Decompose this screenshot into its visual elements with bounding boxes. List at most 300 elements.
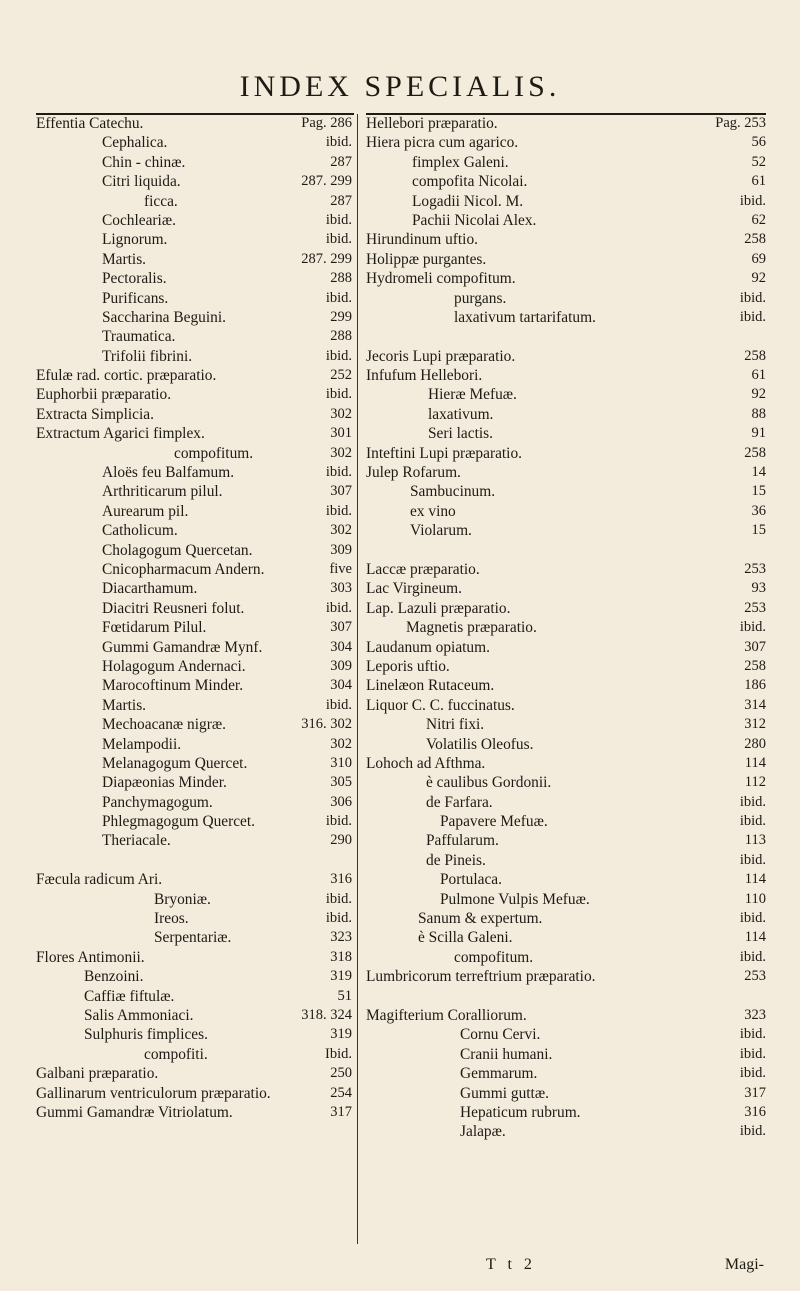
entry-label: Euphorbii præparatio. <box>36 386 172 404</box>
entry-page-ref: 299 <box>330 308 352 325</box>
entry-label: compofitum. <box>174 444 254 462</box>
entry-page-ref: 253 <box>744 560 766 577</box>
entry-label: Sanum & expertum. <box>418 910 543 928</box>
entry-label: Hirundinum uftio. <box>366 231 479 249</box>
entry-label: Leporis uftio. <box>366 657 450 675</box>
entry-page-ref: 323 <box>744 1006 766 1023</box>
entry-label: Marocoftinum Minder. <box>102 677 244 695</box>
index-entry <box>366 172 766 191</box>
entry-label: Sulphuris fimplices. <box>84 1026 208 1044</box>
entry-label: Liquor C. C. fuccinatus. <box>366 696 515 714</box>
entry-page-ref: ibid. <box>739 793 766 810</box>
index-entry <box>36 676 352 695</box>
entry-label: Seri lactis. <box>428 425 493 443</box>
entry-page-ref: 301 <box>330 425 352 442</box>
entry-page-ref: 114 <box>744 871 766 888</box>
index-entry <box>366 1122 766 1141</box>
entry-label: ficca. <box>144 192 178 210</box>
index-entry <box>36 909 352 928</box>
entry-page-ref: 51 <box>337 987 352 1004</box>
entry-page-ref: ibid. <box>325 696 352 713</box>
entry-page-ref: 306 <box>330 793 352 810</box>
entry-label: Violarum. <box>410 522 472 540</box>
entry-page-ref: 258 <box>744 347 766 364</box>
entry-page-ref: five <box>329 560 352 577</box>
entry-page-ref: ibid. <box>739 1045 766 1062</box>
entry-label: Cochleariæ. <box>102 211 176 229</box>
index-entry <box>366 1045 766 1064</box>
entry-label: Julep Rofarum. <box>366 464 461 482</box>
entry-page-ref: 319 <box>330 1026 352 1043</box>
entry-label: Gummi guttæ. <box>460 1084 549 1102</box>
entry-page-ref: 304 <box>330 677 352 694</box>
index-entry <box>36 424 352 443</box>
entry-label: Arthriticarum pilul. <box>102 483 223 501</box>
entry-page-ref: ibid. <box>739 813 766 830</box>
entry-label: Efulæ rad. cortic. præparatio. <box>36 367 217 385</box>
index-column-right <box>366 114 766 1142</box>
index-entry <box>366 114 766 133</box>
entry-label: Ireos. <box>154 910 189 928</box>
index-entry <box>366 909 766 928</box>
entry-page-ref: 319 <box>330 968 352 985</box>
index-entry <box>36 948 352 967</box>
entry-label: Hydromeli compofitum. <box>366 270 516 288</box>
column-divider <box>357 114 358 1244</box>
entry-page-ref: 310 <box>330 754 352 771</box>
index-entry <box>36 657 352 676</box>
entry-label: Cnicopharmacum Andern. <box>102 560 265 578</box>
index-entry <box>36 172 352 191</box>
index-entry <box>36 890 352 909</box>
entry-page-ref: 316 <box>744 1103 766 1120</box>
index-entry <box>36 211 352 230</box>
entry-label: Gallinarum ventriculorum præparatio. <box>36 1084 271 1102</box>
entry-label: compofita Nicolai. <box>412 173 528 191</box>
index-entry <box>36 696 352 715</box>
index-entry <box>36 1084 352 1103</box>
entry-label: Martis. <box>102 250 147 268</box>
entry-page-ref: Pag. 253 <box>715 115 766 131</box>
section-gap <box>366 541 766 560</box>
index-entry <box>366 463 766 482</box>
entry-label: Flores Antimonii. <box>36 948 145 966</box>
entry-label: Catholicum. <box>102 522 178 540</box>
entry-label: Magnetis præparatio. <box>406 619 537 637</box>
entry-page-ref: 253 <box>744 599 766 616</box>
index-entry <box>366 521 766 540</box>
entry-label: Aloës feu Balfamum. <box>102 464 235 482</box>
index-entry <box>36 793 352 812</box>
entry-page-ref: 14 <box>751 464 766 481</box>
entry-page-ref: 110 <box>744 890 766 907</box>
index-entry <box>36 230 352 249</box>
entry-label: Extractum Agarici fimplex. <box>36 425 205 443</box>
index-entry <box>366 851 766 870</box>
index-entry <box>36 385 352 404</box>
index-entry <box>36 521 352 540</box>
entry-page-ref: 317 <box>330 1103 352 1120</box>
index-entry <box>36 327 352 346</box>
index-entry <box>36 1045 352 1064</box>
index-entry <box>36 735 352 754</box>
entry-page-ref: 56 <box>751 134 766 151</box>
entry-label: Cornu Cervi. <box>460 1026 541 1044</box>
entry-label: Laccæ præparatio. <box>366 560 480 578</box>
entry-label: Hepaticum rubrum. <box>460 1103 581 1121</box>
index-entry <box>366 230 766 249</box>
entry-label: Hellebori præparatio. <box>366 115 498 132</box>
signature-mark: T t 2 <box>486 1256 536 1273</box>
index-entry <box>366 793 766 812</box>
index-entry <box>36 463 352 482</box>
entry-page-ref: ibid. <box>739 289 766 306</box>
index-entry <box>36 812 352 831</box>
entry-page-ref: ibid. <box>325 231 352 248</box>
entry-label: Sambucinum. <box>410 483 496 501</box>
index-entry <box>366 289 766 308</box>
index-entry <box>366 676 766 695</box>
index-entry <box>366 812 766 831</box>
entry-page-ref: ibid. <box>325 910 352 927</box>
entry-page-ref: ibid. <box>739 948 766 965</box>
entry-page-ref: 258 <box>744 657 766 674</box>
index-entry <box>36 579 352 598</box>
entry-page-ref: 303 <box>330 580 352 597</box>
index-entry <box>366 366 766 385</box>
index-entry <box>366 444 766 463</box>
index-entry <box>36 347 352 366</box>
entry-label: Diacarthamum. <box>102 580 198 598</box>
entry-label: Pulmone Vulpis Mefuæ. <box>440 890 590 908</box>
entry-page-ref: 92 <box>751 386 766 403</box>
entry-label: purgans. <box>454 289 507 307</box>
entry-page-ref: 287 <box>330 192 352 209</box>
entry-page-ref: 112 <box>744 774 766 791</box>
entry-page-ref: ibid. <box>325 134 352 151</box>
index-entry <box>366 347 766 366</box>
entry-label: Martis. <box>102 696 147 714</box>
index-entry <box>366 831 766 850</box>
entry-page-ref: 258 <box>744 231 766 248</box>
index-entry <box>366 1084 766 1103</box>
index-entry <box>36 754 352 773</box>
section-gap <box>36 851 352 870</box>
index-entry <box>36 618 352 637</box>
index-entry <box>366 579 766 598</box>
entry-page-ref: 114 <box>744 754 766 771</box>
entry-label: Papavere Mefuæ. <box>440 813 548 831</box>
entry-page-ref: ibid. <box>325 813 352 830</box>
index-entry <box>36 366 352 385</box>
index-entry <box>36 541 352 560</box>
index-entry <box>36 405 352 424</box>
index-entry <box>36 114 352 133</box>
entry-page-ref: 253 <box>744 968 766 985</box>
catchword: Magi- <box>724 1256 764 1273</box>
entry-page-ref: 114 <box>744 929 766 946</box>
section-gap <box>366 327 766 346</box>
entry-label: Cephalica. <box>102 134 168 152</box>
entry-label: Logadii Nicol. M. <box>412 192 524 210</box>
entry-label: Magifterium Coralliorum. <box>366 1006 527 1024</box>
entry-label: Hieræ Mefuæ. <box>428 386 517 404</box>
index-entry <box>366 424 766 443</box>
index-entry <box>366 1064 766 1083</box>
index-entry <box>36 831 352 850</box>
entry-page-ref: 304 <box>330 638 352 655</box>
entry-label: laxativum tartarifatum. <box>454 308 596 326</box>
entry-page-ref: 317 <box>744 1084 766 1101</box>
index-entry <box>366 560 766 579</box>
index-entry <box>366 696 766 715</box>
entry-label: Benzoini. <box>84 968 144 986</box>
entry-label: Diapæonias Minder. <box>102 774 227 792</box>
entry-page-ref: 36 <box>751 502 766 519</box>
index-entry <box>36 870 352 889</box>
entry-page-ref: 318 <box>330 948 352 965</box>
index-entry <box>366 1025 766 1044</box>
entry-page-ref: ibid. <box>325 386 352 403</box>
entry-page-ref: ibid. <box>325 347 352 364</box>
index-entry <box>366 502 766 521</box>
entry-label: Trifolii fibrini. <box>102 347 193 365</box>
index-entry <box>36 482 352 501</box>
index-entry <box>36 133 352 152</box>
index-entry <box>36 289 352 308</box>
entry-page-ref: ibid. <box>739 1026 766 1043</box>
entry-page-ref: 61 <box>751 367 766 384</box>
entry-page-ref: 258 <box>744 444 766 461</box>
entry-page-ref: ibid. <box>739 851 766 868</box>
entry-page-ref: 69 <box>751 250 766 267</box>
entry-label: Diacitri Reusneri folut. <box>102 599 245 617</box>
index-entry <box>366 1006 766 1025</box>
entry-label: fimplex Galeni. <box>412 153 509 171</box>
entry-page-ref: ibid. <box>739 1065 766 1082</box>
entry-page-ref: 252 <box>330 367 352 384</box>
entry-page-ref: 305 <box>330 774 352 791</box>
page-title: INDEX SPECIALIS. <box>239 70 561 103</box>
index-entry <box>366 890 766 909</box>
entry-label: Gummi Gamandræ Mynf. <box>102 638 263 656</box>
entry-label: Pachii Nicolai Alex. <box>412 211 537 229</box>
entry-page-ref: ibid. <box>739 619 766 636</box>
entry-page-ref: 113 <box>744 832 766 849</box>
entry-page-ref: 287. 299 <box>301 173 352 190</box>
index-entry <box>366 638 766 657</box>
entry-page-ref: Pag. 286 <box>301 115 352 131</box>
index-entry <box>366 405 766 424</box>
index-entry <box>366 618 766 637</box>
entry-label: ex vino <box>410 502 456 520</box>
entry-label: compofitum. <box>454 948 534 966</box>
entry-page-ref: 307 <box>744 638 766 655</box>
index-entry <box>36 967 352 986</box>
entry-label: Effentia Catechu. <box>36 115 144 132</box>
entry-page-ref: 323 <box>330 929 352 946</box>
index-entry <box>36 560 352 579</box>
index-entry <box>366 773 766 792</box>
entry-page-ref: 318. 324 <box>301 1006 352 1023</box>
entry-page-ref: ibid. <box>739 1123 766 1140</box>
index-entry <box>366 967 766 986</box>
entry-label: Theriacale. <box>102 832 171 850</box>
entry-label: Fæcula radicum Ari. <box>36 871 163 889</box>
entry-label: Laudanum opiatum. <box>366 638 490 656</box>
index-entry <box>36 308 352 327</box>
entry-label: Hiera picra cum agarico. <box>366 134 519 152</box>
entry-label: Aurearum pil. <box>102 502 189 520</box>
index-entry <box>36 1025 352 1044</box>
entry-page-ref: 61 <box>751 173 766 190</box>
entry-label: Fœtidarum Pilul. <box>102 619 207 637</box>
entry-page-ref: 91 <box>751 425 766 442</box>
index-entry <box>366 735 766 754</box>
index-entry <box>36 502 352 521</box>
index-entry <box>36 928 352 947</box>
entry-label: Jecoris Lupi præparatio. <box>366 347 516 365</box>
entry-page-ref: ibid. <box>739 192 766 209</box>
entry-label: è Scilla Galeni. <box>418 929 513 947</box>
entry-label: Jalapæ. <box>460 1123 506 1141</box>
entry-label: Chin - chinæ. <box>102 153 186 171</box>
index-entry <box>366 599 766 618</box>
index-entry <box>366 657 766 676</box>
index-entry <box>366 870 766 889</box>
entry-page-ref: 287 <box>330 153 352 170</box>
index-column-left <box>36 114 352 1122</box>
entry-label: Lumbricorum terreftrium præparatio. <box>366 968 596 986</box>
entry-label: Gemmarum. <box>460 1065 538 1083</box>
entry-label: de Farfara. <box>426 793 493 811</box>
entry-page-ref: 312 <box>744 716 766 733</box>
entry-page-ref: ibid. <box>325 502 352 519</box>
index-entry <box>366 192 766 211</box>
entry-label: de Pineis. <box>426 851 486 869</box>
entry-label: Mechoacanæ nigræ. <box>102 716 226 734</box>
index-entry <box>366 928 766 947</box>
index-entry <box>366 153 766 172</box>
entry-page-ref: 254 <box>330 1084 352 1101</box>
entry-label: Purificans. <box>102 289 169 307</box>
entry-page-ref: 250 <box>330 1065 352 1082</box>
index-entry <box>366 250 766 269</box>
entry-label: Cholagogum Quercetan. <box>102 541 253 559</box>
index-entry <box>36 250 352 269</box>
index-entry <box>36 1006 352 1025</box>
entry-page-ref: ibid. <box>739 910 766 927</box>
entry-label: Linelæon Rutaceum. <box>366 677 495 695</box>
entry-page-ref: 88 <box>751 405 766 422</box>
entry-label: Bryoniæ. <box>154 890 211 908</box>
entry-page-ref: ibid. <box>325 890 352 907</box>
entry-page-ref: 93 <box>751 580 766 597</box>
entry-page-ref: 307 <box>330 619 352 636</box>
index-entry <box>36 773 352 792</box>
entry-label: Salis Ammoniaci. <box>84 1006 194 1024</box>
index-entry <box>366 715 766 734</box>
entry-label: Portulaca. <box>440 871 502 889</box>
entry-label: Panchymagogum. <box>102 793 213 811</box>
index-entry <box>36 1103 352 1122</box>
entry-page-ref: 280 <box>744 735 766 752</box>
entry-page-ref: 316 <box>330 871 352 888</box>
entry-label: Gummi Gamandræ Vitriolatum. <box>36 1103 233 1121</box>
section-gap <box>366 987 766 1006</box>
entry-label: Lap. Lazuli præparatio. <box>366 599 511 617</box>
entry-label: Melanagogum Quercet. <box>102 754 248 772</box>
entry-label: compofiti. <box>144 1045 208 1063</box>
entry-label: Pectoralis. <box>102 270 167 288</box>
entry-label: Serpentariæ. <box>154 929 232 947</box>
entry-label: Paffularum. <box>426 832 499 850</box>
index-entry <box>36 599 352 618</box>
entry-page-ref: 309 <box>330 541 352 558</box>
index-entry <box>36 269 352 288</box>
index-entry <box>366 269 766 288</box>
entry-label: Holagogum Andernaci. <box>102 657 246 675</box>
index-entry <box>366 754 766 773</box>
entry-page-ref: ibid. <box>325 211 352 228</box>
index-entry <box>366 482 766 501</box>
entry-label: è caulibus Gordonii. <box>426 774 552 792</box>
entry-page-ref: 314 <box>744 696 766 713</box>
entry-page-ref: 290 <box>330 832 352 849</box>
entry-label: Citri liquida. <box>102 173 181 191</box>
entry-label: Volatilis Oleofus. <box>426 735 534 753</box>
entry-label: Caffiæ fiftulæ. <box>84 987 175 1005</box>
index-entry <box>366 211 766 230</box>
entry-page-ref: 15 <box>751 483 766 500</box>
entry-label: Infufum Hellebori. <box>366 367 483 385</box>
index-entry <box>36 987 352 1006</box>
entry-page-ref: ibid. <box>325 464 352 481</box>
entry-page-ref: 302 <box>330 522 352 539</box>
entry-label: Saccharina Beguini. <box>102 308 226 326</box>
entry-page-ref: 62 <box>751 211 766 228</box>
entry-page-ref: 307 <box>330 483 352 500</box>
entry-page-ref: 15 <box>751 522 766 539</box>
entry-page-ref: 316. 302 <box>301 716 352 733</box>
index-entry <box>36 153 352 172</box>
index-entry <box>36 638 352 657</box>
entry-page-ref: 52 <box>751 153 766 170</box>
entry-label: Lac Virgineum. <box>366 580 462 598</box>
entry-label: Phlegmagogum Quercet. <box>102 813 256 831</box>
entry-label: Nitri fixi. <box>426 716 485 734</box>
entry-label: Galbani præparatio. <box>36 1065 159 1083</box>
index-entry <box>366 1103 766 1122</box>
entry-page-ref: ibid. <box>739 308 766 325</box>
entry-page-ref: 287. 299 <box>301 250 352 267</box>
entry-page-ref: ibid. <box>325 599 352 616</box>
entry-label: Lohoch ad Afthma. <box>366 754 486 772</box>
entry-page-ref: 302 <box>330 405 352 422</box>
index-entry <box>36 444 352 463</box>
entry-page-ref: 302 <box>330 444 352 461</box>
entry-label: Melampodii. <box>102 735 182 753</box>
entry-page-ref: Ibid. <box>325 1045 352 1062</box>
entry-label: Holippæ purgantes. <box>366 250 487 268</box>
entry-page-ref: 186 <box>744 677 766 694</box>
index-entry <box>366 133 766 152</box>
index-entry <box>366 948 766 967</box>
entry-page-ref: 92 <box>751 270 766 287</box>
entry-page-ref: 309 <box>330 657 352 674</box>
entry-label: Traumatica. <box>102 328 176 346</box>
entry-label: Lignorum. <box>102 231 168 249</box>
